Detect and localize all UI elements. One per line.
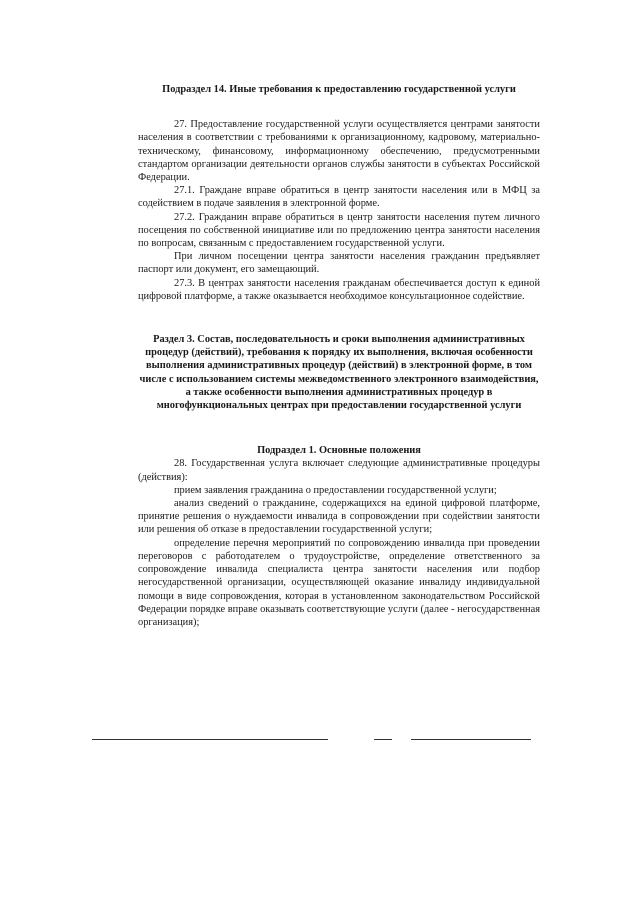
subsection-14-body (138, 118, 540, 303)
footer-line-right (411, 739, 531, 740)
list-item-application: прием заявления гражданина о предоставлении государственной услуги; (174, 484, 497, 496)
list-item-measures: определение перечня мероприятий по сопровождению инвалида при проведении переговоров с работодателем о трудоустройстве, определение ответственного за сопровождение инвалида специалиста центра занятости населения или подбор негосударственной организации, осуществляющей оказание инвалиду индивидуальной помощи в виде сопровождения, которая в установленном законодательством Российской Федерации порядке вправе оказывать соответствующие услуги (далее - негосударственная организация); (138, 537, 540, 628)
paragraph-27-3: 27.3. В центрах занятости населения гражданам обеспечивается доступ к единой цифровой платформе, а также оказывается необходимое консультационное содействие. (138, 277, 540, 302)
footer-line-left (92, 739, 328, 740)
subsection-1-body (138, 457, 540, 629)
subsection-14-title: Подраздел 14. Иные требования к предоставлению государственной услуги (162, 84, 516, 95)
page-content (138, 80, 540, 629)
section-3-title: Раздел 3. Состав, последовательность и сроки выполнения административных процедур (действий), требования к порядку их выполнения, включая особенности выполнения административных процедур (действий) в электронной форме, в том числе с использованием системы межведомственного электронного взаимодействия, а также особенности выполнения административных процедур в многофункциональных центрах при предоставлении государственной услуги (139, 334, 539, 412)
subsection-1-title: Подраздел 1. Основные положения (257, 445, 421, 457)
paragraph-personal-visit: При личном посещении центра занятости населения гражданин предъявляет паспорт или документ, его замещающий. (138, 251, 540, 276)
footer-line-dash (374, 739, 392, 740)
paragraph-27: 27. Предоставление государственной услуги осуществляется центрами занятости населения в соответствии с требованиями к организационному, кадровому, материально-техническому, финансовому, информационному обеспечению, предусмотренными стандартом организации деятельности органов службы занятости в субъектах Российской Федерации. (138, 119, 540, 184)
paragraph-28: 28. Государственная услуга включает следующие административные процедуры (действия): (138, 458, 540, 483)
list-item-analysis: анализ сведений о гражданине, содержащихся на единой цифровой платформе, принятие решения о нуждаемости инвалида в сопровождении при содействии занятости или решения об отказе в предоставлении государственной услуги; (138, 498, 540, 536)
paragraph-27-2: 27.2. Гражданин вправе обратиться в центр занятости населения путем личного посещения по собственной инициативе или по предложению центра занятости населения по вопросам, связанным с предоставлением государственной услуги. (138, 211, 540, 250)
scan-footer-lines (0, 739, 640, 743)
paragraph-27-1: 27.1. Граждане вправе обратиться в центр занятости населения или в МФЦ за содействием в подаче заявления в электронной форме. (138, 185, 540, 210)
